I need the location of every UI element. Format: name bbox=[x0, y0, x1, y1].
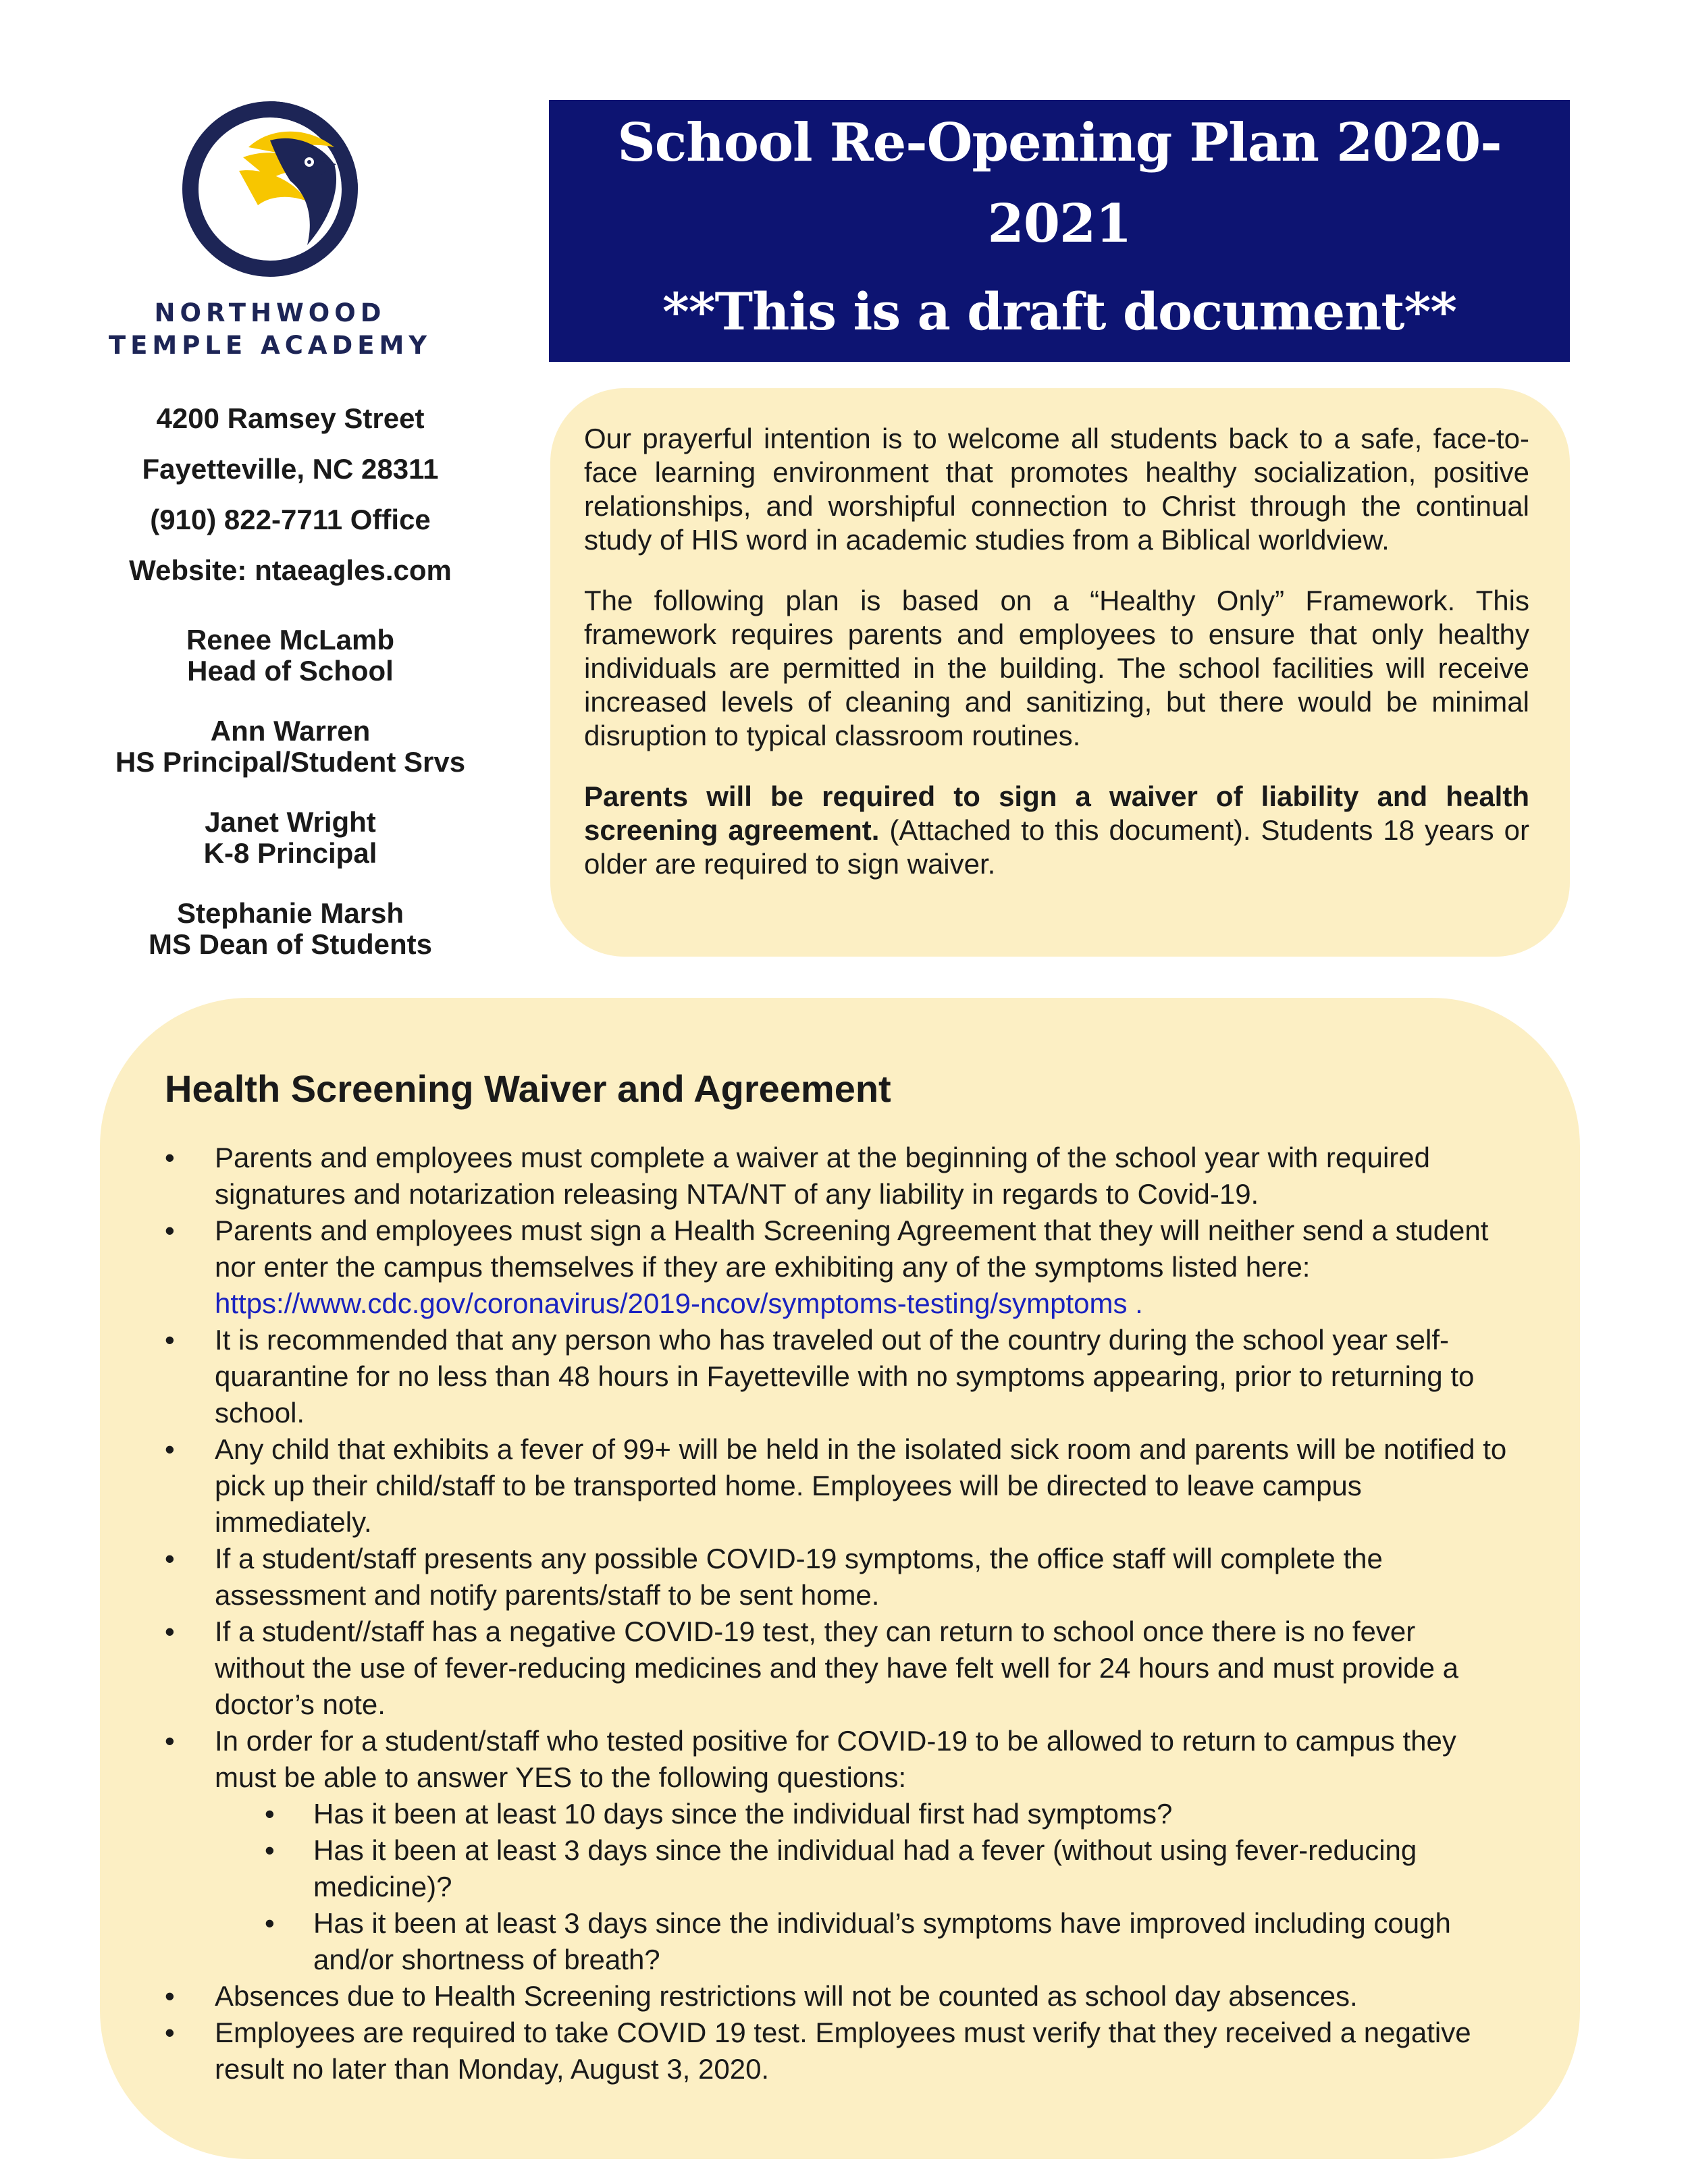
list-item: • If a student/staff presents any possible COVID-19 symptoms, the office staff will complete the assessment and notify parents/staff to be sent home. bbox=[165, 1541, 1512, 1614]
sub-list-item: • Has it been at least 3 days since the individual’s symptoms have improved including cough and/or shortness of breath? bbox=[165, 1905, 1512, 1978]
staff-title: K-8 Principal bbox=[203, 837, 377, 869]
address-street: 4200 Ramsey Street bbox=[156, 402, 425, 434]
health-screening-box bbox=[100, 998, 1580, 2159]
staff-entry bbox=[68, 898, 513, 960]
cdc-symptoms-link[interactable]: https://www.cdc.gov/coronavirus/2019-ncov/symptoms-testing/symptoms . bbox=[215, 1287, 1143, 1319]
intro-paragraph-2: The following plan is based on a “Healthy Only” Framework. This framework requires parents and employees to ensure that only healthy individuals are permitted in the building. The school facilities will receive increased levels of cleaning and sanitizing, but there would be minimal disruption to typical classroom routines. bbox=[584, 585, 1529, 751]
waiver-notice: Parents will be required to sign a waiver of liability and health screening agreement. bbox=[584, 780, 1529, 846]
list-item: • Absences due to Health Screening restrictions will not be counted as school day absences. bbox=[165, 1978, 1512, 2015]
list-item: • Any child that exhibits a fever of 99+ will be held in the isolated sick room and parents will be notified to pick up their child/staff to be transported home. Employees will be directed to leave campus immediately. bbox=[165, 1431, 1512, 1541]
staff-name: Stephanie Marsh bbox=[176, 897, 404, 929]
sub-list-item: • Has it been at least 3 days since the individual had a fever (without using fever-reducing medicine)? bbox=[165, 1832, 1512, 1905]
website: Website: ntaeagles.com bbox=[129, 554, 452, 586]
staff-title: HS Principal/Student Srvs bbox=[115, 746, 466, 778]
sub-list-item: • Has it been at least 10 days since the individual first had symptoms? bbox=[165, 1796, 1512, 1832]
staff-entry bbox=[68, 716, 513, 778]
intro-box bbox=[550, 388, 1570, 957]
list-item: • In order for a student/staff who tested positive for COVID-19 to be allowed to return to campus they must be able to answer YES to the following questions: bbox=[165, 1723, 1512, 1796]
document-title: School Re-Opening Plan 2020-2021 bbox=[617, 112, 1502, 255]
intro-paragraph-1: Our prayerful intention is to welcome all students back to a safe, face-to-face learning environment that promotes healthy socialization, positive relationships, and worshipful connection to Christ through the continual study of HIS word in academic studies from a Biblical worldview. bbox=[584, 423, 1529, 556]
staff-title: Head of School bbox=[187, 655, 394, 687]
list-item: • It is recommended that any person who has traveled out of the country during the school year self-quarantine for no less than 48 hours in Fayetteville with no symptoms appearing, prior to returning to school. bbox=[165, 1322, 1512, 1431]
list-item: • Employees are required to take COVID 19 test. Employees must verify that they received a negative result no later than Monday, August 3, 2020. bbox=[165, 2015, 1512, 2087]
school-name-line2: TEMPLE ACADEMY bbox=[108, 331, 432, 360]
staff-title: MS Dean of Students bbox=[148, 928, 433, 960]
staff-name: Ann Warren bbox=[210, 715, 371, 747]
list-item-text: Parents and employees must sign a Health Screening Agreement that they will neither send a student nor enter the campus themselves if they are exhibiting any of the symptoms listed here: bbox=[215, 1215, 1489, 1283]
staff-entry bbox=[68, 624, 513, 687]
list-item bbox=[165, 1213, 1512, 1322]
eagle-logo bbox=[169, 100, 371, 279]
screening-list bbox=[165, 1140, 1512, 2087]
phone-number: (910) 822-7711 Office bbox=[150, 504, 431, 535]
list-item: • Parents and employees must complete a waiver at the beginning of the school year with required signatures and notarization releasing NTA/NT of any liability in regards to Covid-19. bbox=[165, 1140, 1512, 1213]
document-subtitle: **This is a draft document** bbox=[662, 282, 1456, 342]
list-item: • If a student//staff has a negative COVID-19 test, they can return to school once there is no fever without the use of fever-reducing medicines and they have felt well for 24 hours and must provide a doctor’s note. bbox=[165, 1614, 1512, 1723]
intro-paragraph-3 bbox=[584, 780, 1529, 881]
waiver-note: (Attached to this document). Students 18 years or older are required to sign waiver. bbox=[584, 814, 1529, 880]
staff-name: Renee McLamb bbox=[186, 624, 395, 656]
title-banner bbox=[549, 100, 1570, 362]
staff-entry bbox=[68, 807, 513, 869]
school-name-line1: NORTHWOOD bbox=[154, 298, 386, 327]
staff-name: Janet Wright bbox=[205, 806, 376, 838]
section-heading: Health Screening Waiver and Agreement bbox=[165, 1067, 891, 1110]
address-city: Fayetteville, NC 28311 bbox=[142, 453, 439, 485]
